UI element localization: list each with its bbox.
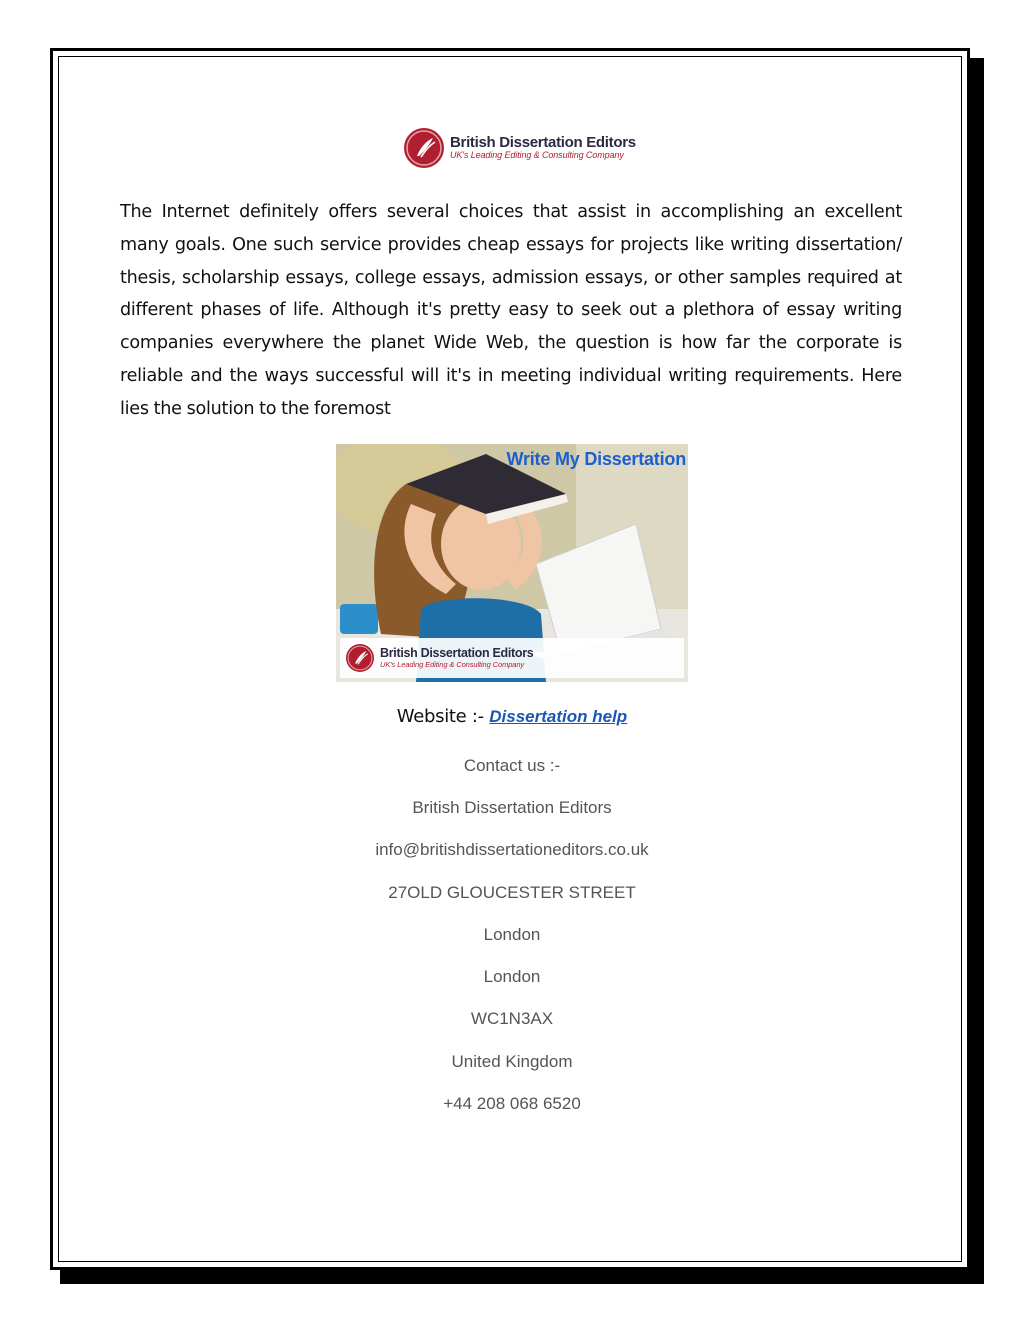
contact-street: 27OLD GLOUCESTER STREET [388, 883, 636, 902]
body-paragraph: The Internet definitely offers several choices that assist in accomplishing an excellent many goals. One such service provides cheap essays for projects like writing dissertation/ thesis, scholarship essays, college essays, admission essays, or other samples required at different phases of life. Although it's pretty easy to seek out a plethora of essay writing companies everywhere the planet Wide Web, the question is how far the corporate is reliable and the ways successful will it's in meeting individual writing requirements. Here lies the solution to the foremost [120, 202, 902, 419]
contact-country: United Kingdom [451, 1052, 573, 1071]
website-label: Website :- [396, 706, 490, 727]
dissertation-help-link[interactable]: Dissertation help [489, 707, 628, 726]
website-line [0, 706, 1024, 727]
contact-phone[interactable]: +44 208 068 6520 [443, 1094, 581, 1113]
contact-region: London [483, 967, 541, 986]
contact-company: British Dissertation Editors [412, 798, 612, 817]
promo-image [336, 444, 688, 682]
contact-postcode: WC1N3AX [470, 1009, 554, 1028]
quill-pen-icon [404, 128, 444, 168]
contact-heading: Contact us :- [463, 756, 561, 775]
promo-logo [340, 638, 684, 678]
promo-title: Write My Dissertation [506, 449, 686, 469]
promo-logo-tagline: UK's Leading Editing & Consulting Company [380, 659, 525, 669]
contact-email[interactable]: info@britishdissertationeditors.co.uk [375, 840, 649, 859]
logo-title: British Dissertation Editors [450, 133, 636, 151]
promo-logo-title: British Dissertation Editors [380, 646, 534, 660]
header-logo [404, 125, 644, 171]
quill-pen-icon [346, 644, 374, 672]
contact-city: London [483, 925, 541, 944]
logo-tagline: UK's Leading Editing & Consulting Company [450, 150, 624, 161]
